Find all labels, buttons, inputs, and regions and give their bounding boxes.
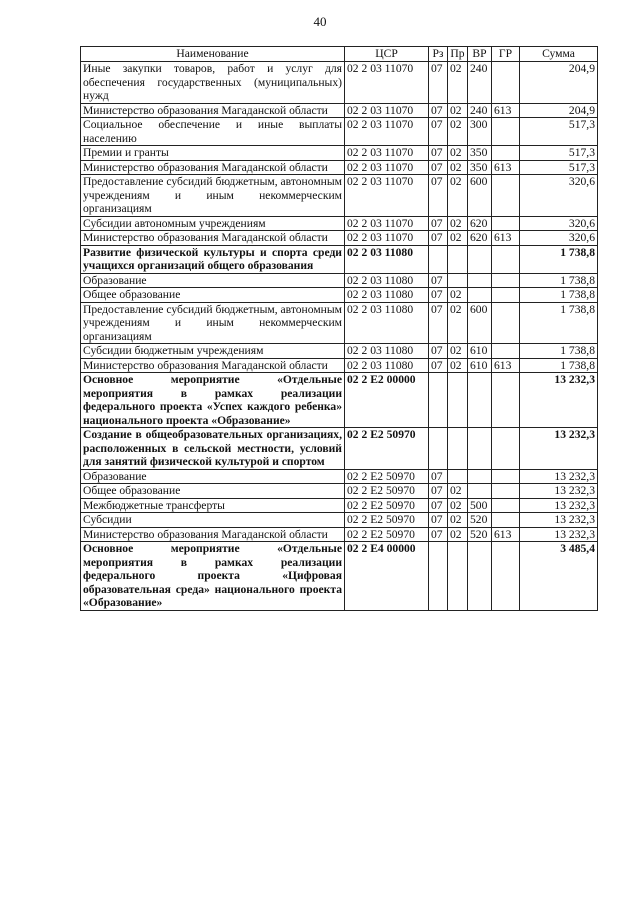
table-row — [81, 288, 598, 303]
cell-sum: 13 232,3 — [520, 373, 598, 428]
cell-sum: 204,9 — [520, 62, 598, 104]
cell-sum: 320,6 — [520, 216, 598, 231]
table-row — [81, 358, 598, 373]
cell-sum: 13 232,3 — [520, 484, 598, 499]
table-row — [81, 273, 598, 288]
cell-sum: 517,3 — [520, 118, 598, 146]
cell-sum: 1 738,8 — [520, 358, 598, 373]
cell-name: Общее образование — [81, 484, 345, 499]
cell-pr — [448, 428, 468, 470]
cell-gr — [492, 273, 520, 288]
cell-csr: 02 2 03 11080 — [345, 302, 429, 344]
cell-vr: 350 — [468, 160, 492, 175]
cell-csr: 02 2 03 11070 — [345, 216, 429, 231]
cell-vr — [468, 428, 492, 470]
cell-gr — [492, 245, 520, 273]
cell-sum: 320,6 — [520, 231, 598, 246]
cell-gr — [492, 288, 520, 303]
cell-pr: 02 — [448, 216, 468, 231]
cell-sum: 517,3 — [520, 146, 598, 161]
cell-csr: 02 2 03 11080 — [345, 288, 429, 303]
cell-name: Основное мероприятие «Отдельные мероприятия в рамках реализации федерального проекта «Цифровая образовательная среда» национального проекта «Образование» — [81, 542, 345, 611]
cell-vr: 350 — [468, 146, 492, 161]
cell-vr — [468, 469, 492, 484]
cell-vr: 300 — [468, 118, 492, 146]
cell-csr: 02 2 03 11070 — [345, 118, 429, 146]
header-name: Наименование — [81, 47, 345, 62]
header-csr: ЦСР — [345, 47, 429, 62]
cell-gr — [492, 373, 520, 428]
cell-gr — [492, 62, 520, 104]
table-body — [81, 62, 598, 611]
cell-gr: 613 — [492, 358, 520, 373]
cell-vr: 610 — [468, 358, 492, 373]
table-row — [81, 344, 598, 359]
cell-sum: 13 232,3 — [520, 498, 598, 513]
cell-csr: 02 2 03 11080 — [345, 358, 429, 373]
table-row — [81, 513, 598, 528]
cell-gr: 613 — [492, 103, 520, 118]
cell-sum: 517,3 — [520, 160, 598, 175]
cell-rz: 07 — [429, 160, 448, 175]
cell-pr: 02 — [448, 231, 468, 246]
cell-gr — [492, 513, 520, 528]
cell-csr: 02 2 03 11070 — [345, 62, 429, 104]
cell-sum: 13 232,3 — [520, 527, 598, 542]
cell-vr: 520 — [468, 513, 492, 528]
header-rz: Рз — [429, 47, 448, 62]
cell-gr: 613 — [492, 231, 520, 246]
cell-name: Образование — [81, 273, 345, 288]
cell-vr — [468, 373, 492, 428]
cell-pr: 02 — [448, 358, 468, 373]
cell-name: Министерство образования Магаданской области — [81, 160, 345, 175]
cell-name: Развитие физической культуры и спорта среди учащихся организаций общего образования — [81, 245, 345, 273]
table-row — [81, 160, 598, 175]
cell-vr — [468, 542, 492, 611]
cell-name: Основное мероприятие «Отдельные мероприятия в рамках реализации федерального проекта «Успех каждого ребенка» национального проекта «Образование» — [81, 373, 345, 428]
cell-rz — [429, 428, 448, 470]
cell-rz — [429, 542, 448, 611]
cell-rz: 07 — [429, 175, 448, 217]
cell-sum: 13 232,3 — [520, 428, 598, 470]
cell-name: Субсидии — [81, 513, 345, 528]
cell-pr: 02 — [448, 103, 468, 118]
table-row — [81, 146, 598, 161]
table-row — [81, 527, 598, 542]
cell-name: Образование — [81, 469, 345, 484]
cell-sum: 13 232,3 — [520, 513, 598, 528]
cell-gr — [492, 542, 520, 611]
table-row — [81, 302, 598, 344]
cell-rz: 07 — [429, 527, 448, 542]
cell-csr: 02 2 03 11070 — [345, 231, 429, 246]
cell-rz: 07 — [429, 273, 448, 288]
cell-csr: 02 2 03 11070 — [345, 175, 429, 217]
cell-csr: 02 2 E2 50970 — [345, 527, 429, 542]
cell-sum: 1 738,8 — [520, 273, 598, 288]
cell-pr: 02 — [448, 344, 468, 359]
cell-sum: 3 485,4 — [520, 542, 598, 611]
cell-gr — [492, 302, 520, 344]
cell-gr — [492, 498, 520, 513]
cell-vr — [468, 484, 492, 499]
cell-sum: 1 738,8 — [520, 344, 598, 359]
cell-gr — [492, 146, 520, 161]
cell-name: Общее образование — [81, 288, 345, 303]
cell-vr — [468, 245, 492, 273]
cell-name: Министерство образования Магаданской области — [81, 527, 345, 542]
cell-name: Межбюджетные трансферты — [81, 498, 345, 513]
cell-vr: 610 — [468, 344, 492, 359]
cell-sum: 1 738,8 — [520, 288, 598, 303]
cell-rz: 07 — [429, 498, 448, 513]
cell-rz: 07 — [429, 469, 448, 484]
table-header — [81, 47, 598, 62]
cell-csr: 02 2 E2 00000 — [345, 373, 429, 428]
cell-pr: 02 — [448, 513, 468, 528]
table-row — [81, 484, 598, 499]
cell-rz: 07 — [429, 358, 448, 373]
cell-rz: 07 — [429, 62, 448, 104]
cell-pr — [448, 273, 468, 288]
cell-pr: 02 — [448, 484, 468, 499]
cell-pr — [448, 469, 468, 484]
header-sum: Сумма — [520, 47, 598, 62]
table-row — [81, 428, 598, 470]
cell-vr: 620 — [468, 216, 492, 231]
table-row — [81, 245, 598, 273]
cell-pr: 02 — [448, 118, 468, 146]
cell-csr: 02 2 03 11080 — [345, 245, 429, 273]
cell-gr — [492, 428, 520, 470]
cell-name: Премии и гранты — [81, 146, 345, 161]
table-row — [81, 175, 598, 217]
cell-rz: 07 — [429, 302, 448, 344]
cell-rz: 07 — [429, 216, 448, 231]
header-row — [81, 47, 598, 62]
cell-vr: 520 — [468, 527, 492, 542]
cell-pr: 02 — [448, 302, 468, 344]
cell-rz: 07 — [429, 231, 448, 246]
table-row — [81, 498, 598, 513]
budget-table — [80, 46, 598, 611]
cell-vr: 240 — [468, 62, 492, 104]
cell-name: Министерство образования Магаданской области — [81, 358, 345, 373]
cell-name: Субсидии автономным учреждениям — [81, 216, 345, 231]
header-vr: ВР — [468, 47, 492, 62]
cell-gr — [492, 484, 520, 499]
cell-vr: 240 — [468, 103, 492, 118]
cell-csr: 02 2 E2 50970 — [345, 498, 429, 513]
cell-gr — [492, 175, 520, 217]
cell-rz: 07 — [429, 484, 448, 499]
table-row — [81, 231, 598, 246]
cell-gr: 613 — [492, 160, 520, 175]
cell-csr: 02 2 03 11070 — [345, 160, 429, 175]
cell-vr — [468, 288, 492, 303]
cell-pr — [448, 373, 468, 428]
cell-sum: 1 738,8 — [520, 245, 598, 273]
cell-name: Предоставление субсидий бюджетным, автономным учреждениям и иным некоммерческим организациям — [81, 175, 345, 217]
header-gr: ГР — [492, 47, 520, 62]
cell-sum: 1 738,8 — [520, 302, 598, 344]
cell-csr: 02 2 03 11080 — [345, 344, 429, 359]
cell-rz: 07 — [429, 146, 448, 161]
cell-pr: 02 — [448, 160, 468, 175]
cell-rz: 07 — [429, 288, 448, 303]
page-number: 40 — [313, 14, 327, 29]
cell-name: Министерство образования Магаданской области — [81, 103, 345, 118]
table-row — [81, 216, 598, 231]
table-row — [81, 542, 598, 611]
cell-rz — [429, 373, 448, 428]
cell-rz — [429, 245, 448, 273]
cell-name: Социальное обеспечение и иные выплаты населению — [81, 118, 345, 146]
cell-name: Иные закупки товаров, работ и услуг для обеспечения государственных (муниципальных) нужд — [81, 62, 345, 104]
cell-vr: 600 — [468, 302, 492, 344]
cell-csr: 02 2 03 11070 — [345, 146, 429, 161]
cell-rz: 07 — [429, 513, 448, 528]
cell-name: Министерство образования Магаданской области — [81, 231, 345, 246]
cell-gr — [492, 469, 520, 484]
cell-pr: 02 — [448, 288, 468, 303]
table-row — [81, 373, 598, 428]
cell-vr — [468, 273, 492, 288]
cell-name: Создание в общеобразовательных организациях, расположенных в сельской местности, условий для занятий физической культурой и спортом — [81, 428, 345, 470]
cell-csr: 02 2 E4 00000 — [345, 542, 429, 611]
cell-pr — [448, 245, 468, 273]
cell-csr: 02 2 E2 50970 — [345, 469, 429, 484]
cell-vr: 620 — [468, 231, 492, 246]
cell-csr: 02 2 E2 50970 — [345, 513, 429, 528]
cell-rz: 07 — [429, 118, 448, 146]
cell-sum: 204,9 — [520, 103, 598, 118]
cell-rz: 07 — [429, 344, 448, 359]
cell-sum: 13 232,3 — [520, 469, 598, 484]
cell-pr: 02 — [448, 175, 468, 217]
cell-gr — [492, 118, 520, 146]
table-row — [81, 469, 598, 484]
cell-name: Субсидии бюджетным учреждениям — [81, 344, 345, 359]
cell-vr: 500 — [468, 498, 492, 513]
cell-csr: 02 2 03 11080 — [345, 273, 429, 288]
cell-rz: 07 — [429, 103, 448, 118]
table-row — [81, 62, 598, 104]
cell-name: Предоставление субсидий бюджетным, автономным учреждениям и иным некоммерческим организациям — [81, 302, 345, 344]
cell-pr: 02 — [448, 498, 468, 513]
cell-csr: 02 2 E2 50970 — [345, 484, 429, 499]
cell-gr: 613 — [492, 527, 520, 542]
cell-sum: 320,6 — [520, 175, 598, 217]
table-row — [81, 103, 598, 118]
cell-gr — [492, 344, 520, 359]
table-row — [81, 118, 598, 146]
cell-csr: 02 2 E2 50970 — [345, 428, 429, 470]
cell-pr: 02 — [448, 62, 468, 104]
cell-vr: 600 — [468, 175, 492, 217]
cell-pr — [448, 542, 468, 611]
cell-csr: 02 2 03 11070 — [345, 103, 429, 118]
cell-pr: 02 — [448, 146, 468, 161]
cell-pr: 02 — [448, 527, 468, 542]
header-pr: Пр — [448, 47, 468, 62]
cell-gr — [492, 216, 520, 231]
